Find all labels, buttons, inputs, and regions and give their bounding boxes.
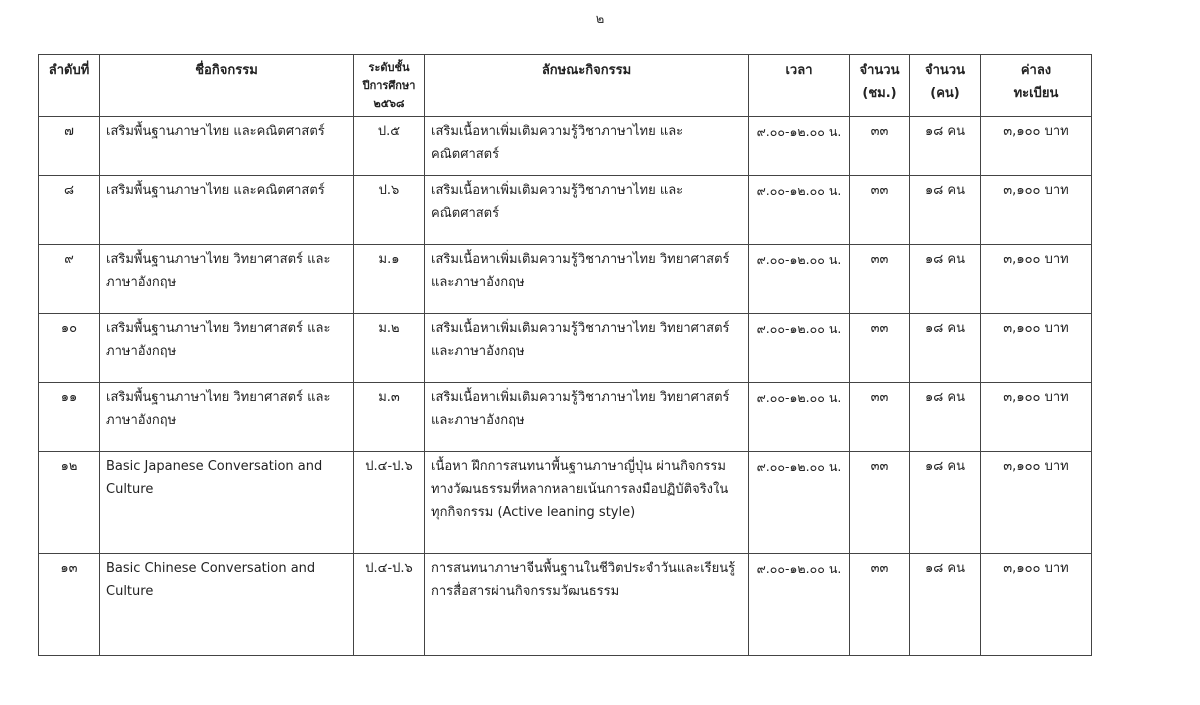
cell-no: ๑๓ <box>39 554 100 656</box>
cell-description: เสริมเนื้อหาเพิ่มเติมความรู้วิชาภาษาไทย วิทยาศาสตร์และภาษาอังกฤษ <box>425 314 749 383</box>
cell-hours: ๓๓ <box>850 245 910 314</box>
cell-name: เสริมพื้นฐานภาษาไทย วิทยาศาสตร์ และภาษาอังกฤษ <box>100 245 354 314</box>
header-no: ลำดับที่ <box>39 55 100 117</box>
cell-level: ม.๒ <box>354 314 425 383</box>
cell-time: ๙.๐๐-๑๒.๐๐ น. <box>749 314 850 383</box>
cell-persons: ๑๘ คน <box>910 176 981 245</box>
header-level <box>354 55 425 117</box>
cell-description: เสริมเนื้อหาเพิ่มเติมความรู้วิชาภาษาไทย วิทยาศาสตร์และภาษาอังกฤษ <box>425 245 749 314</box>
header-level-line3: ๒๕๖๘ <box>373 97 405 110</box>
table-row <box>39 117 1092 176</box>
cell-persons: ๑๘ คน <box>910 383 981 452</box>
cell-hours: ๓๓ <box>850 383 910 452</box>
cell-description: การสนทนาภาษาจีนพื้นฐานในชีวิตประจำวันและเรียนรู้การสื่อสารผ่านกิจกรรมวัฒนธรรม <box>425 554 749 656</box>
cell-persons: ๑๘ คน <box>910 452 981 554</box>
cell-fee: ๓,๑๐๐ บาท <box>981 383 1092 452</box>
cell-fee: ๓,๑๐๐ บาท <box>981 554 1092 656</box>
cell-time: ๙.๐๐-๑๒.๐๐ น. <box>749 383 850 452</box>
cell-fee: ๓,๑๐๐ บาท <box>981 176 1092 245</box>
cell-no: ๑๐ <box>39 314 100 383</box>
cell-persons: ๑๘ คน <box>910 554 981 656</box>
cell-hours: ๓๓ <box>850 117 910 176</box>
cell-time: ๙.๐๐-๑๒.๐๐ น. <box>749 176 850 245</box>
header-description: ลักษณะกิจกรรม <box>425 55 749 117</box>
cell-description: เสริมเนื้อหาเพิ่มเติมความรู้วิชาภาษาไทย และคณิตศาสตร์ <box>425 117 749 176</box>
table-row <box>39 314 1092 383</box>
cell-fee: ๓,๑๐๐ บาท <box>981 117 1092 176</box>
header-fee: ค่าลง ทะเบียน <box>981 55 1092 117</box>
cell-time: ๙.๐๐-๑๒.๐๐ น. <box>749 245 850 314</box>
page-number: ๒ <box>595 12 605 27</box>
cell-name: เสริมพื้นฐานภาษาไทย และคณิตศาสตร์ <box>100 176 354 245</box>
cell-hours: ๓๓ <box>850 314 910 383</box>
cell-fee: ๓,๑๐๐ บาท <box>981 245 1092 314</box>
header-name: ชื่อกิจกรรม <box>100 55 354 117</box>
cell-description: เนื้อหา ฝึกการสนทนาพื้นฐานภาษาญี่ปุ่น ผ่านกิจกรรมทางวัฒนธรรมที่หลากหลายเน้นการลงมือปฏิบัติจริงในทุกกิจกรรม (Active leaning style) <box>425 452 749 554</box>
cell-level: ม.๓ <box>354 383 425 452</box>
cell-name: เสริมพื้นฐานภาษาไทย วิทยาศาสตร์ และภาษาอังกฤษ <box>100 314 354 383</box>
cell-name: Basic Japanese Conversation and Culture <box>100 452 354 554</box>
cell-persons: ๑๘ คน <box>910 117 981 176</box>
cell-name: Basic Chinese Conversation and Culture <box>100 554 354 656</box>
cell-level: ป.๕ <box>354 117 425 176</box>
cell-time: ๙.๐๐-๑๒.๐๐ น. <box>749 554 850 656</box>
cell-hours: ๓๓ <box>850 554 910 656</box>
cell-name: เสริมพื้นฐานภาษาไทย วิทยาศาสตร์ และภาษาอังกฤษ <box>100 383 354 452</box>
cell-name: เสริมพื้นฐานภาษาไทย และคณิตศาสตร์ <box>100 117 354 176</box>
table-row <box>39 452 1092 554</box>
table-row <box>39 176 1092 245</box>
cell-level: ม.๑ <box>354 245 425 314</box>
table-row <box>39 554 1092 656</box>
header-level-line2: ปีการศึกษา <box>362 79 416 92</box>
header-time: เวลา <box>749 55 850 117</box>
cell-no: ๙ <box>39 245 100 314</box>
cell-level: ป.๔-ป.๖ <box>354 452 425 554</box>
cell-persons: ๑๘ คน <box>910 314 981 383</box>
cell-fee: ๓,๑๐๐ บาท <box>981 314 1092 383</box>
cell-hours: ๓๓ <box>850 452 910 554</box>
cell-no: ๘ <box>39 176 100 245</box>
cell-no: ๑๒ <box>39 452 100 554</box>
cell-fee: ๓,๑๐๐ บาท <box>981 452 1092 554</box>
cell-persons: ๑๘ คน <box>910 245 981 314</box>
table-row <box>39 383 1092 452</box>
header-level-line1: ระดับชั้น <box>368 61 410 74</box>
cell-no: ๑๑ <box>39 383 100 452</box>
cell-no: ๗ <box>39 117 100 176</box>
cell-description: เสริมเนื้อหาเพิ่มเติมความรู้วิชาภาษาไทย วิทยาศาสตร์และภาษาอังกฤษ <box>425 383 749 452</box>
table-row <box>39 245 1092 314</box>
cell-level: ป.๖ <box>354 176 425 245</box>
cell-time: ๙.๐๐-๑๒.๐๐ น. <box>749 452 850 554</box>
header-persons: จำนวน (คน) <box>910 55 981 117</box>
header-hours: จำนวน (ชม.) <box>850 55 910 117</box>
cell-hours: ๓๓ <box>850 176 910 245</box>
cell-level: ป.๔-ป.๖ <box>354 554 425 656</box>
activities-table <box>38 54 1092 656</box>
cell-description: เสริมเนื้อหาเพิ่มเติมความรู้วิชาภาษาไทย และคณิตศาสตร์ <box>425 176 749 245</box>
table-header-row <box>39 55 1092 117</box>
cell-time: ๙.๐๐-๑๒.๐๐ น. <box>749 117 850 176</box>
